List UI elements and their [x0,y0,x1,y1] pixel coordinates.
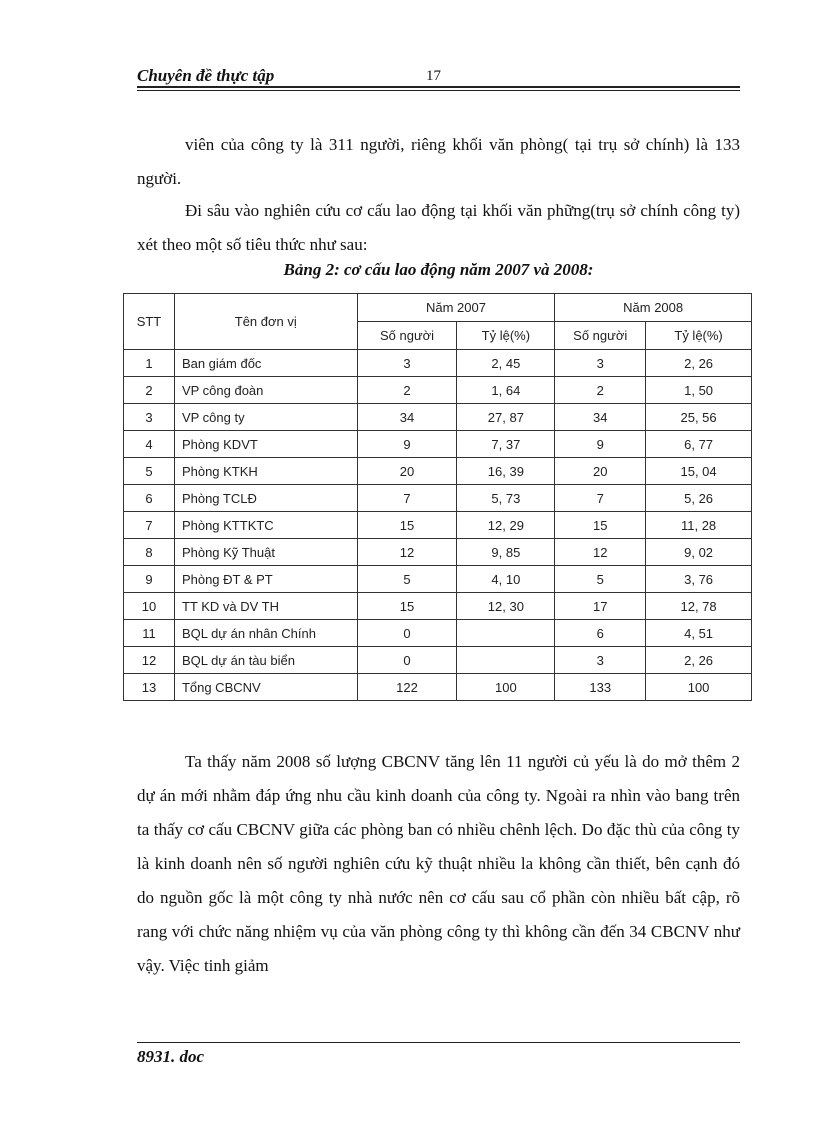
cell-ratio-2008: 5, 26 [646,485,752,512]
cell-count-2007: 9 [357,431,457,458]
table-row [124,512,752,539]
cell-ratio-2007 [457,647,555,674]
cell-count-2007: 3 [357,350,457,377]
table-row [124,593,752,620]
footer-filename: 8931. doc [137,1047,205,1066]
header-unit-name: Tên đơn vị [174,294,357,350]
cell-ratio-2007: 1, 64 [457,377,555,404]
cell-stt: 11 [124,620,175,647]
cell-unit-name: BQL dự án nhân Chính [174,620,357,647]
cell-unit-name: TT KD và DV TH [174,593,357,620]
cell-stt: 2 [124,377,175,404]
cell-ratio-2007: 12, 29 [457,512,555,539]
cell-count-2008: 2 [555,377,646,404]
table-row [124,377,752,404]
header-title: Chuyên đề thực tập [137,66,275,85]
cell-count-2007: 15 [357,512,457,539]
header-rule-thin [137,90,740,91]
cell-stt: 6 [124,485,175,512]
cell-ratio-2007: 4, 10 [457,566,555,593]
cell-count-2008: 17 [555,593,646,620]
page-header [137,62,740,92]
cell-unit-name: Phòng KTKH [174,458,357,485]
cell-count-2008: 12 [555,539,646,566]
cell-unit-name: Phòng KDVT [174,431,357,458]
cell-count-2008: 6 [555,620,646,647]
cell-ratio-2007: 2, 45 [457,350,555,377]
cell-ratio-2008: 100 [646,674,752,701]
cell-count-2007: 5 [357,566,457,593]
header-stt: STT [124,294,175,350]
table-row [124,674,752,701]
cell-ratio-2007 [457,620,555,647]
cell-stt: 8 [124,539,175,566]
table-row [124,620,752,647]
cell-ratio-2007: 100 [457,674,555,701]
header-ratio-2007: Tỷ lệ(%) [457,322,555,350]
cell-ratio-2008: 9, 02 [646,539,752,566]
cell-stt: 1 [124,350,175,377]
cell-ratio-2008: 1, 50 [646,377,752,404]
cell-unit-name: BQL dự án tàu biển [174,647,357,674]
labor-structure-table [123,293,752,701]
cell-unit-name: VP công ty [174,404,357,431]
cell-unit-name: Phòng KTTKTC [174,512,357,539]
cell-ratio-2007: 7, 37 [457,431,555,458]
cell-count-2007: 122 [357,674,457,701]
header-year-2008: Năm 2008 [555,294,752,322]
table-row [124,539,752,566]
header-rule [137,86,740,88]
cell-ratio-2008: 15, 04 [646,458,752,485]
cell-count-2007: 7 [357,485,457,512]
cell-count-2007: 12 [357,539,457,566]
cell-count-2008: 34 [555,404,646,431]
cell-unit-name: Tổng CBCNV [174,674,357,701]
table-row [124,404,752,431]
cell-ratio-2007: 5, 73 [457,485,555,512]
cell-count-2008: 15 [555,512,646,539]
cell-count-2008: 7 [555,485,646,512]
table-caption: Bảng 2: cơ cấu lao động năm 2007 và 2008: [283,260,594,279]
cell-stt: 4 [124,431,175,458]
cell-count-2007: 0 [357,647,457,674]
table-row [124,566,752,593]
paragraph-1: viên của công ty là 311 người, riêng khối văn phòng( tại trụ sở chính) là 133 người. [137,135,740,188]
cell-count-2008: 3 [555,647,646,674]
cell-count-2007: 20 [357,458,457,485]
cell-ratio-2008: 12, 78 [646,593,752,620]
cell-count-2007: 15 [357,593,457,620]
page-number: 17 [426,68,441,84]
cell-unit-name: Ban giám đốc [174,350,357,377]
cell-count-2007: 2 [357,377,457,404]
cell-stt: 12 [124,647,175,674]
cell-ratio-2008: 2, 26 [646,350,752,377]
cell-unit-name: VP công đoàn [174,377,357,404]
cell-ratio-2007: 12, 30 [457,593,555,620]
cell-count-2008: 133 [555,674,646,701]
header-count-2008: Số người [555,322,646,350]
cell-count-2008: 5 [555,566,646,593]
cell-count-2008: 20 [555,458,646,485]
table-body [124,350,752,701]
footer-rule [137,1042,740,1043]
cell-count-2008: 3 [555,350,646,377]
cell-count-2007: 0 [357,620,457,647]
table-row [124,431,752,458]
paragraph-3: Ta thấy năm 2008 số lượng CBCNV tăng lên 11 người củ yếu là do mở thêm 2 dự án mới nhằm đáp ứng nhu cầu kinh doanh của công ty. Ngoài ra nhìn vào bang trên ta thấy cơ cấu CBCNV giữa các phòng ban có nhiều chênh lệch. Do đặc thù của công ty là kinh doanh nên số người nghiên cứu kỹ thuật nhiều la không cần thiết, bên cạnh đó do nguồn gốc là một công ty nhà nước nên cơ cấu sau cổ phần còn nhiều bất cập, rõ rang với chức năng nhiệm vụ của văn phòng công ty thì không cần đến 34 CBCNV như vậy. Việc tinh giảm [137,752,740,975]
cell-unit-name: Phòng TCLĐ [174,485,357,512]
cell-ratio-2007: 27, 87 [457,404,555,431]
cell-stt: 7 [124,512,175,539]
cell-stt: 3 [124,404,175,431]
cell-stt: 5 [124,458,175,485]
cell-ratio-2008: 25, 56 [646,404,752,431]
table-row [124,647,752,674]
cell-ratio-2007: 16, 39 [457,458,555,485]
cell-stt: 13 [124,674,175,701]
cell-ratio-2008: 11, 28 [646,512,752,539]
header-count-2007: Số người [357,322,457,350]
cell-ratio-2008: 2, 26 [646,647,752,674]
table-row [124,350,752,377]
cell-ratio-2008: 3, 76 [646,566,752,593]
cell-ratio-2007: 9, 85 [457,539,555,566]
page-footer [137,1042,740,1067]
paragraph-2: Đi sâu vào nghiên cứu cơ cấu lao động tại khối văn phững(trụ sở chính công ty) xét theo một số tiêu thức như sau: [137,201,740,254]
cell-count-2007: 34 [357,404,457,431]
cell-unit-name: Phòng Kỹ Thuật [174,539,357,566]
table-row [124,485,752,512]
cell-stt: 10 [124,593,175,620]
cell-stt: 9 [124,566,175,593]
cell-ratio-2008: 4, 51 [646,620,752,647]
cell-ratio-2008: 6, 77 [646,431,752,458]
header-ratio-2008: Tỷ lệ(%) [646,322,752,350]
table-row [124,458,752,485]
cell-unit-name: Phòng ĐT & PT [174,566,357,593]
header-year-2007: Năm 2007 [357,294,555,322]
cell-count-2008: 9 [555,431,646,458]
